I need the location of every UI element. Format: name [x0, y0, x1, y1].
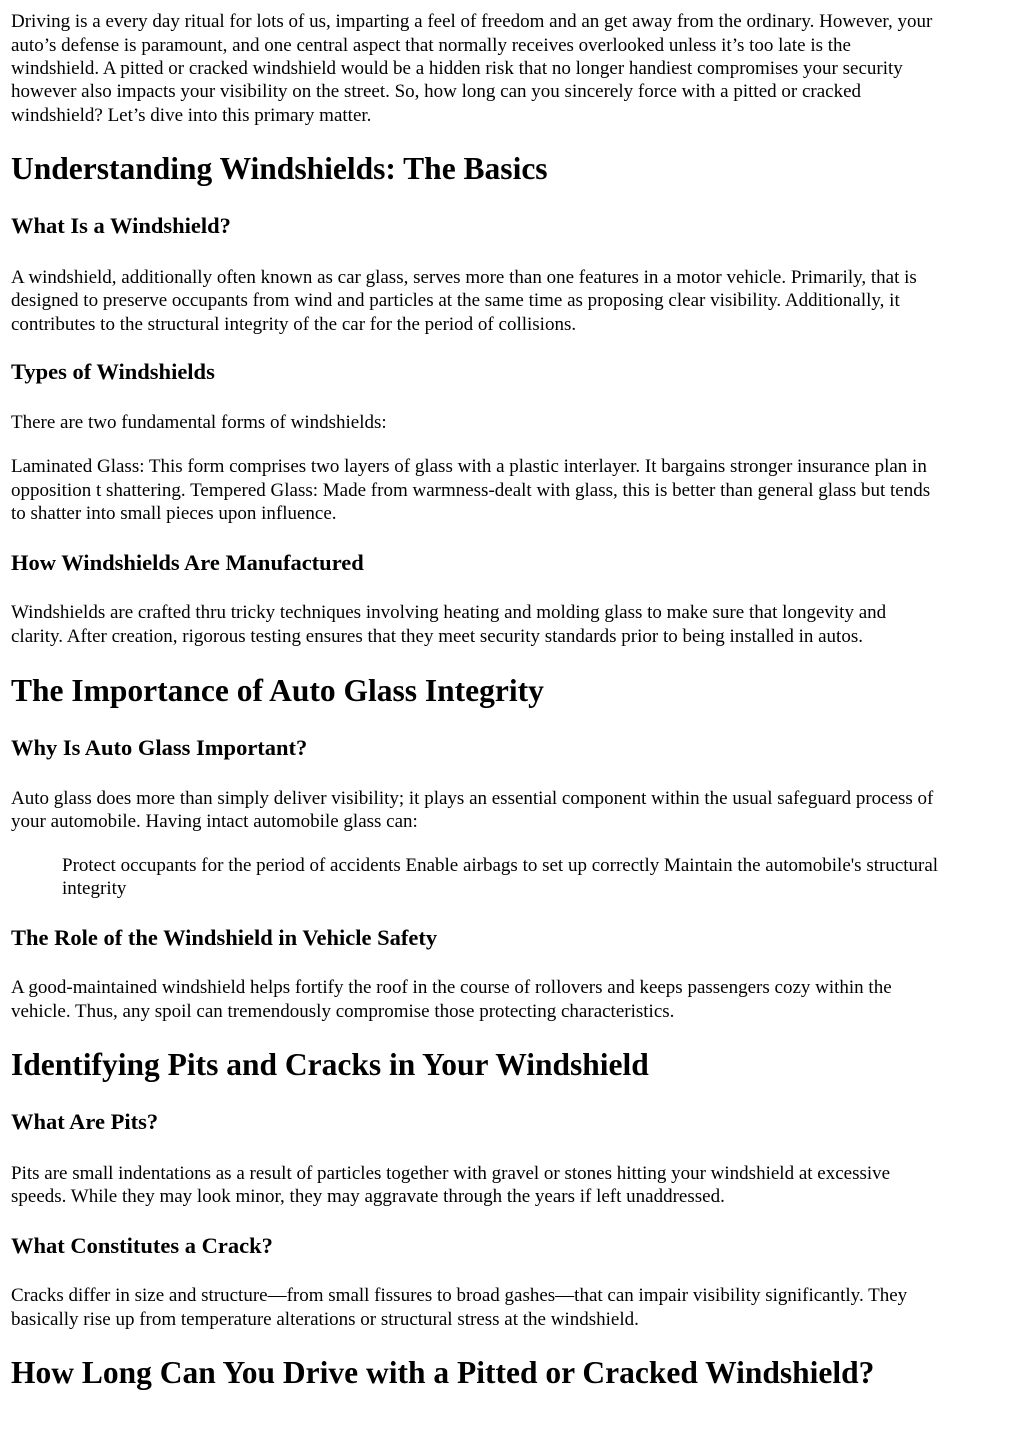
paragraph-line: speeds. While they may look minor, they may aggravate through the years if left unaddressed.	[11, 1186, 725, 1207]
intro-line: auto’s defense is paramount, and one central aspect that normally receives overlooked unless it’s too late is the	[11, 35, 851, 56]
paragraph-line: your automobile. Having intact automobile glass can:	[11, 811, 418, 832]
paragraph-line: to shatter into small pieces upon influence.	[11, 503, 337, 524]
paragraph-line: A windshield, additionally often known as car glass, serves more than one features in a motor vehicle. Primarily, that is	[11, 267, 917, 288]
subheading-types: Types of Windshields	[11, 359, 215, 384]
paragraph-line: vehicle. Thus, any spoil can tremendously compromise those protecting characteristics.	[11, 1001, 675, 1022]
paragraph-line: clarity. After creation, rigorous testing ensures that they meet security standards prior to being installed in autos.	[11, 626, 863, 647]
paragraph-line: Cracks differ in size and structure—from small fissures to broad gashes—that can impair visibility significantly. They	[11, 1285, 908, 1306]
paragraph-line: contributes to the structural integrity of the car for the period of collisions.	[11, 314, 577, 335]
paragraph-line: There are two fundamental forms of windshields:	[11, 412, 387, 433]
paragraph-line: Windshields are crafted thru tricky techniques involving heating and molding glass to make sure that longevity and	[11, 602, 887, 623]
intro-line: windshield? Let’s dive into this primary matter.	[11, 105, 372, 126]
paragraph-line: opposition t shattering. Tempered Glass: Made from warmness-dealt with glass, this is better than general glass but tends	[11, 480, 931, 501]
subheading-pits: What Are Pits?	[11, 1109, 159, 1134]
intro-line: Driving is a every day ritual for lots of us, imparting a feel of freedom and an get away from the ordinary. However, your	[11, 11, 933, 32]
section-heading-identifying: Identifying Pits and Cracks in Your Windshield	[11, 1047, 649, 1082]
subheading-why-important: Why Is Auto Glass Important?	[11, 735, 308, 760]
paragraph-line: Auto glass does more than simply deliver visibility; it plays an essential component within the usual safeguard process of	[11, 788, 934, 809]
subheading-manufactured: How Windshields Are Manufactured	[11, 550, 364, 575]
subheading-role: The Role of the Windshield in Vehicle Safety	[11, 925, 438, 950]
paragraph-line: designed to preserve occupants from wind and particles at the same time as proposing clear visibility. Additionally, it	[11, 290, 900, 311]
paragraph-line: Pits are small indentations as a result of particles together with gravel or stones hitting your windshield at excessive	[11, 1163, 891, 1184]
section-heading-importance: The Importance of Auto Glass Integrity	[11, 673, 544, 708]
paragraph-line: Laminated Glass: This form comprises two layers of glass with a plastic interlayer. It bargains stronger insurance plan in	[11, 456, 927, 477]
paragraph-line: basically rise up from temperature alterations or structural stress at the windshield.	[11, 1309, 639, 1330]
subheading-what-is-windshield: What Is a Windshield?	[11, 213, 231, 238]
paragraph-line: A good-maintained windshield helps fortify the roof in the course of rollovers and keeps passengers cozy within the	[11, 977, 892, 998]
subheading-crack: What Constitutes a Crack?	[11, 1233, 273, 1258]
section-heading-how-long: How Long Can You Drive with a Pitted or Cracked Windshield?	[11, 1355, 875, 1390]
intro-line: however also impacts your visibility on the street. So, how long can you sincerely force with a pitted or cracked	[11, 81, 862, 102]
blockquote-line: integrity	[62, 878, 127, 899]
section-heading-understanding: Understanding Windshields: The Basics	[11, 151, 548, 186]
blockquote-line: Protect occupants for the period of accidents Enable airbags to set up correctly Maintain the automobile's structural	[62, 855, 939, 876]
intro-line: windshield. A pitted or cracked windshield would be a hidden risk that no longer handiest compromises your security	[11, 58, 903, 79]
